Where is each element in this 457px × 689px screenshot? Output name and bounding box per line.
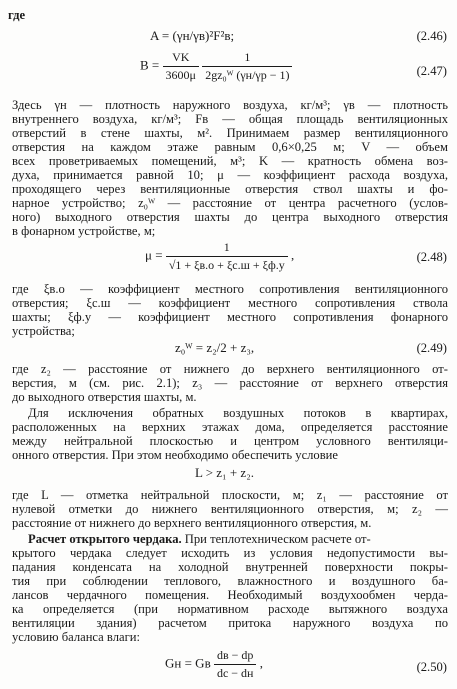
equation-2-47-fraction-1 [163, 50, 199, 83]
equation-2-50-denominator: dс − dн [216, 666, 254, 680]
paragraph-first-line-rest: При теплотехническом расчете от- [181, 532, 371, 546]
section-heading: Расчет открытого чердака. [28, 532, 182, 546]
equation-2-50-tail: , [259, 655, 263, 671]
equation-2-50-lhs: Gн = Gв [165, 655, 211, 671]
paragraph-line: вентиляции здания) расчетом притока наружного воздуха по [12, 616, 448, 630]
equation-number-2-50: (2.50) [416, 660, 447, 674]
lead-word: где [8, 8, 26, 22]
equation-number-2-49: (2.49) [416, 341, 447, 355]
paragraph-line: условию баланса влаги: [12, 630, 140, 644]
equation-2-50-numerator: dв − dр [214, 648, 257, 665]
paragraph-line: ного) выходного отверстия шахты до центра выходного отверстия [12, 210, 448, 224]
paragraph-line: духа, принимается равной 10; μ — коэффициент расхода воздуха, [12, 168, 448, 182]
paragraph-line: нулевой отметки до нижнего вентиляционного отверстия, м; z₂ — [12, 502, 448, 516]
paragraph-line: онного отверстия. При этом необходимо обеспечить условие [12, 448, 339, 462]
equation-2-47-fraction-2 [202, 50, 292, 83]
equation-2-48-denominator: √1 + ξв.о + ξс.ш + ξф.у [168, 258, 285, 272]
equation-2-49: z₀ᵂ = z₂/2 + z₃, [175, 340, 255, 355]
paragraph-line: нарное устройство; z₀ᵂ — расстояние от центра расчетного (услов- [12, 196, 448, 210]
paragraph-line: крытого чердака следует исходить из условия недопустимости вы- [12, 546, 448, 560]
equation-2-48-numerator: 1 [166, 240, 288, 257]
paragraph-line: Здесь γн — плотность наружного воздуха, кг/м³; γв — плотность [12, 98, 448, 112]
equation-number-2-46: (2.46) [416, 29, 447, 43]
equation-2-48: μ = $\frac{1}{√1 + \xi в.о + \xi с.ш + \xi ф.у}$ , [145, 240, 295, 272]
paragraph-line: верстия, м (см. рис. 2.1); z₃ — расстояние от верхнего отверстия [12, 376, 448, 390]
paragraph-line: где ξв.о — коэффициент местного сопротивления вентиляционного [12, 282, 448, 296]
paragraph-line: проходящего через вентиляционные отверстия ствол шахты и фо- [12, 182, 448, 196]
paragraph-line: Для исключения обратных воздушных потоков в квартирах, [28, 406, 448, 420]
fraction-1-numerator: VK [163, 50, 199, 67]
equation-2-47-lhs: B = [140, 57, 160, 73]
paragraph-line: падания конденсата на холодной внутренней поверхности покры- [12, 560, 448, 574]
paragraph-line: расположенных на верхних этажах дома, определяется расстояние [12, 420, 448, 434]
paragraph-line: в фонарном устройстве, м; [12, 224, 156, 238]
equation-2-50 [165, 648, 263, 681]
equation-2-48-fraction [166, 240, 288, 273]
equation-2-48-lhs: μ = [145, 247, 163, 263]
paragraph-first-line [28, 532, 371, 546]
paragraph-line: тия при соблюдении теплового, влажностного и воздушного ба- [12, 574, 448, 588]
paragraph-line: шахты; ξф.у — коэффициент местного сопротивления фонарного [12, 310, 448, 324]
condition-inequality: L > z₁ + z₂. [195, 465, 254, 480]
paragraph-line: где z₂ — расстояние от нижнего до верхнего вентиляционного от- [12, 362, 448, 376]
paragraph-line: расстояние от нижнего до верхнего вентиляционного отверстия, м. [12, 516, 372, 530]
equation-number-2-48: (2.48) [416, 250, 447, 264]
equation-2-46: A = (γн/γв)²F²в; [150, 28, 235, 43]
fraction-2-numerator: 1 [202, 50, 292, 67]
paragraph-line: между нейтральной плоскостью и центром условного вентиляци- [12, 434, 448, 448]
paragraph-line: ка определяется (при нормативном расходе вытяжного воздуха [12, 602, 448, 616]
fraction-2-denominator: 2gz₀ᵂ (γн/γр − 1) [205, 68, 290, 82]
equation-number-2-47: (2.47) [416, 64, 447, 78]
paragraph-line: лансов чердачного помещения. Необходимый воздухообмен черда- [12, 588, 448, 602]
paragraph-line: где L — отметка нейтральной плоскости, м; z₁ — расстояние от [12, 488, 448, 502]
paragraph-line: отверстия на каждом этаже равным 0,6×0,25 м; V — объем [12, 140, 448, 154]
equation-2-50-fraction [214, 648, 257, 681]
paragraph-line: до выходного отверстия шахты, м. [12, 390, 197, 404]
paragraph-line: устройства; [12, 324, 75, 338]
fraction-1-denominator: 3600μ [165, 68, 196, 82]
paragraph-line: внутреннего воздуха, кг/м³; Fв — общая площадь вентиляционных [12, 112, 448, 126]
paragraph-line: всех проветриваемых помещений, м³; K — кратность обмена воз- [12, 154, 448, 168]
paragraph-line: отверстий в стене шахты, м². Принимаем размер вентиляционного [12, 126, 448, 140]
paragraph-line: отверстия; ξс.ш — коэффициент местного сопротивления ствола [12, 296, 448, 310]
equation-2-47 [140, 50, 292, 83]
